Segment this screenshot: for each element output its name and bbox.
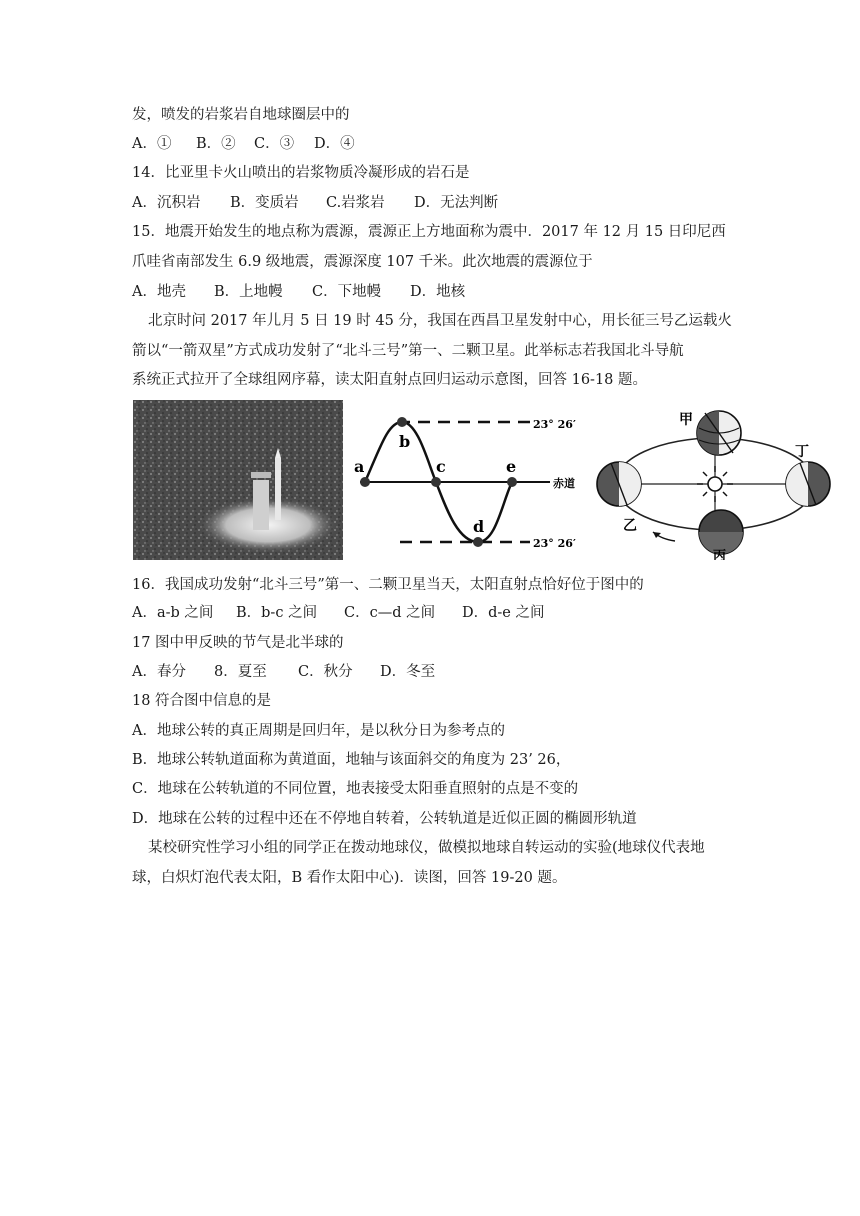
options-q13	[132, 135, 355, 153]
point-a-label: a	[354, 457, 365, 476]
question-18: 18 符合图中信息的是	[132, 693, 272, 709]
question-16: 16．我国成功发射“北斗三号”第一、二颗卫星当天，太阳直射点恰好位于图中的	[132, 577, 644, 593]
passage: 箭以“一箭双星”方式成功发射了“北斗三号”第一、二颗卫星。此举标志若我国北斗导航	[132, 343, 684, 359]
option: C．c—d 之间	[344, 605, 436, 621]
position-jia-label: 甲	[679, 412, 693, 428]
rocket-launch-photo	[133, 400, 343, 560]
point-d-label: d	[473, 517, 485, 536]
option: C．秋分	[298, 664, 353, 680]
passage: 某校研究性学习小组的同学正在拨动地球仪，做模拟地球自转运动的实验(地球仪代表地	[148, 840, 705, 856]
option: C．下地幔	[312, 284, 382, 300]
passage: 球，白炽灯泡代表太阳，B 看作太阳中心)．读图，回答 19-20 题。	[132, 870, 567, 886]
point-b-label: b	[399, 432, 411, 451]
tropic-south-label: 23° 26′	[533, 537, 576, 550]
option: B．②	[196, 136, 236, 152]
options-q17	[132, 663, 435, 681]
option: B．b-c 之间	[236, 605, 318, 621]
option: B．变质岩	[230, 195, 299, 211]
option: D．无法判断	[414, 195, 499, 211]
option: 8．夏至	[214, 664, 267, 680]
point-e-label: e	[506, 457, 517, 476]
passage: 北京时问 2017 年儿月 5 日 19 时 45 分，我国在西昌卫星发射中心，用长征三号乙运载火	[148, 313, 732, 329]
earth-orbit-diagram	[595, 400, 835, 560]
option: C.岩浆岩	[326, 195, 385, 211]
option: C．③	[254, 136, 295, 152]
option: B．上地幔	[214, 284, 283, 300]
equator-label: 赤道	[553, 477, 575, 490]
question-15-cont: 爪哇省南部发生 6.9 级地震，震源深度 107 千米。此次地震的震源位于	[132, 254, 593, 270]
option-18c: C．地球在公转轨道的不同位置，地表接受太阳垂直照射的点是不变的	[132, 781, 579, 797]
text-line: 发，喷发的岩浆岩自地球圈层中的	[132, 107, 350, 123]
options-q16	[132, 604, 545, 622]
question-17: 17 图中甲反映的节气是北半球的	[132, 635, 344, 651]
option: D．冬至	[380, 664, 436, 680]
option: A．春分	[132, 664, 186, 680]
option: A．沉积岩	[132, 195, 201, 211]
option: A．a-b 之间	[132, 605, 214, 621]
option: D．④	[314, 136, 355, 152]
option: A．地壳	[132, 284, 186, 300]
position-yi-label: 乙	[623, 518, 637, 534]
options-q14	[132, 194, 498, 212]
option: A．①	[132, 136, 172, 152]
position-ding-label: 丁	[795, 444, 809, 460]
question-15: 15．地震开始发生的地点称为震源，震源正上方地面称为震中．2017 年 12 月 15 日印尼西	[132, 224, 726, 240]
option: D．d-e 之间	[462, 605, 545, 621]
options-q15	[132, 283, 465, 301]
option-18d: D．地球在公转的过程中还在不停地自转着，公转轨道是近似正圆的椭圆形轨道	[132, 811, 637, 827]
point-c-label: c	[436, 457, 446, 476]
subsolar-migration-diagram	[350, 408, 595, 558]
question-14: 14．比亚里卡火山喷出的岩浆物质冷凝形成的岩石是	[132, 165, 470, 181]
tropic-north-label: 23° 26′	[533, 418, 576, 431]
option-18b: B．地球公转轨道面称为黄道面，地轴与该面斜交的角度为 23’ 26，	[132, 752, 571, 768]
option-18a: A．地球公转的真正周期是回归年，是以秋分日为参考点的	[132, 723, 505, 739]
option: D．地核	[410, 284, 466, 300]
position-bing-label: 丙	[713, 549, 727, 560]
passage: 系统正式拉开了全球组网序幕，读太阳直射点回归运动示意图，回答 16-18 题。	[132, 372, 648, 388]
